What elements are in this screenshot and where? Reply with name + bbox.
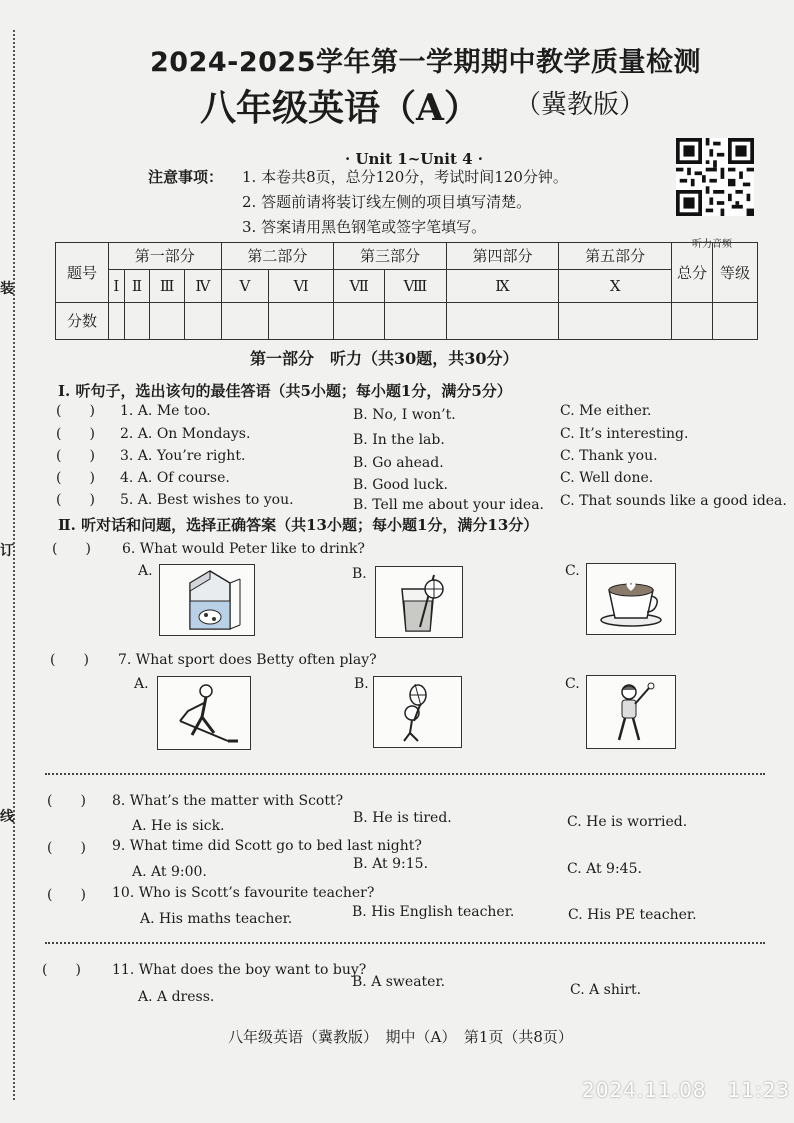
q6-question: 6. What would Peter like to drink? bbox=[122, 541, 365, 557]
q2-option-c: C. It’s interesting. bbox=[560, 426, 689, 442]
q9-question: 9. What time did Scott go to bed last night? bbox=[112, 838, 422, 854]
score-cell[interactable] bbox=[269, 302, 334, 339]
q2-option-b: B. In the lab. bbox=[353, 432, 445, 448]
score-cell[interactable] bbox=[713, 302, 758, 339]
score-cell[interactable] bbox=[150, 302, 185, 339]
numeral-cell: Ⅵ bbox=[269, 269, 334, 302]
numeral-cell: Ⅷ bbox=[385, 269, 447, 302]
q8-option-b: B. He is tired. bbox=[353, 810, 452, 826]
q9-option-b: B. At 9:15. bbox=[353, 856, 429, 872]
q4-option-b: B. Good luck. bbox=[353, 477, 448, 493]
numeral-cell: Ⅸ bbox=[446, 269, 559, 302]
part-header-2: 第二部分 bbox=[221, 243, 334, 270]
juice-glass-picture[interactable] bbox=[375, 566, 463, 638]
margin-char-xian: 线 bbox=[0, 809, 14, 825]
q1-option-c: C. Me either. bbox=[560, 403, 652, 419]
q8-option-c: C. He is worried. bbox=[567, 814, 688, 830]
q8-question: 8. What’s the matter with Scott? bbox=[112, 793, 344, 809]
q9-option-a: A. At 9:00. bbox=[132, 864, 207, 880]
q6-label-c: C. bbox=[565, 563, 580, 579]
answer-blank[interactable]: ( ) bbox=[56, 470, 95, 486]
answer-blank[interactable]: ( ) bbox=[47, 840, 86, 856]
score-cell[interactable] bbox=[185, 302, 221, 339]
part-header-3: 第三部分 bbox=[334, 243, 447, 270]
coffee-cup-picture[interactable] bbox=[586, 563, 676, 635]
score-cell[interactable] bbox=[672, 302, 713, 339]
row-label-question: 题号 bbox=[56, 243, 109, 303]
section1-title: 第一部分 听力（共30题，共30分） bbox=[250, 349, 519, 368]
numeral-cell: Ⅱ bbox=[124, 269, 149, 302]
binding-line bbox=[13, 30, 15, 1100]
dotted-divider bbox=[45, 942, 765, 944]
q5-option-b: B. Tell me about your idea. bbox=[353, 497, 544, 513]
part2-title: Ⅱ. 听对话和问题，选择正确答案（共13小题；每小题1分，满分13分） bbox=[58, 516, 539, 534]
exam-title: 2024-2025学年第一学期期中教学质量检测 bbox=[150, 47, 701, 78]
score-table bbox=[55, 242, 758, 340]
score-cell[interactable] bbox=[385, 302, 447, 339]
answer-blank[interactable]: ( ) bbox=[56, 426, 95, 442]
answer-blank[interactable]: ( ) bbox=[56, 403, 95, 419]
q4-option-a: 4. A. Of course. bbox=[120, 470, 230, 486]
score-cell[interactable] bbox=[124, 302, 149, 339]
q11-option-c: C. A shirt. bbox=[570, 982, 642, 998]
q10-option-c: C. His PE teacher. bbox=[568, 907, 697, 923]
q9-option-c: C. At 9:45. bbox=[567, 861, 642, 877]
numeral-cell: Ⅶ bbox=[334, 269, 385, 302]
q8-option-a: A. He is sick. bbox=[132, 818, 225, 834]
q11-option-b: B. A sweater. bbox=[352, 974, 446, 990]
numeral-cell: V bbox=[221, 269, 269, 302]
total-header: 总分 bbox=[672, 243, 713, 303]
q10-question: 10. Who is Scott’s favourite teacher? bbox=[112, 885, 375, 901]
part-header-1: 第一部分 bbox=[109, 243, 222, 270]
unit-range: · Unit 1~Unit 4 · bbox=[345, 150, 484, 168]
score-cell[interactable] bbox=[109, 302, 125, 339]
q10-option-b: B. His English teacher. bbox=[352, 904, 515, 920]
grade-header: 等级 bbox=[713, 243, 758, 303]
q11-option-a: A. A dress. bbox=[138, 989, 215, 1005]
part-header-5: 第五部分 bbox=[559, 243, 672, 270]
q7-label-a: A. bbox=[134, 676, 149, 692]
q1-option-b: B. No, I won’t. bbox=[353, 407, 456, 423]
qr-code-icon[interactable] bbox=[676, 138, 754, 216]
notice-label: 注意事项： bbox=[148, 168, 224, 186]
dotted-divider bbox=[45, 773, 765, 775]
answer-blank[interactable]: ( ) bbox=[47, 793, 86, 809]
part1-title: Ⅰ. 听句子，选出该句的最佳答语（共5小题；每小题1分，满分5分） bbox=[58, 382, 512, 400]
milk-carton-picture[interactable] bbox=[159, 564, 255, 636]
answer-blank[interactable]: ( ) bbox=[52, 541, 91, 557]
q10-option-a: A. His maths teacher. bbox=[140, 911, 293, 927]
photo-timestamp: 2024.11.08 11:23 bbox=[582, 1078, 791, 1102]
answer-blank[interactable]: ( ) bbox=[50, 652, 89, 668]
q7-label-b: B. bbox=[354, 676, 369, 692]
row-label-score: 分数 bbox=[56, 302, 109, 339]
page-footer: 八年级英语（冀教版） 期中（A） 第1页（共8页） bbox=[228, 1028, 573, 1046]
hockey-player-picture[interactable] bbox=[157, 676, 251, 750]
score-cell[interactable] bbox=[559, 302, 672, 339]
answer-blank[interactable]: ( ) bbox=[56, 492, 95, 508]
q3-option-b: B. Go ahead. bbox=[353, 455, 444, 471]
q7-question: 7. What sport does Betty often play? bbox=[118, 652, 377, 668]
q6-label-a: A. bbox=[138, 563, 153, 579]
answer-blank[interactable]: ( ) bbox=[42, 962, 81, 978]
numeral-cell: Ⅳ bbox=[185, 269, 221, 302]
baseball-player-picture[interactable] bbox=[586, 675, 676, 749]
subject-title: 八年级英语（A） bbox=[200, 87, 480, 129]
q3-option-a: 3. A. You’re right. bbox=[120, 448, 246, 464]
part-header-4: 第四部分 bbox=[446, 243, 559, 270]
numeral-cell: I bbox=[109, 269, 125, 302]
margin-char-zhuang: 装 bbox=[0, 281, 14, 297]
numeral-cell: Ⅲ bbox=[150, 269, 185, 302]
q1-option-a: 1. A. Me too. bbox=[120, 403, 211, 419]
q6-label-b: B. bbox=[352, 566, 367, 582]
tennis-player-picture[interactable] bbox=[373, 676, 462, 748]
qr-label: 听力音频 bbox=[692, 239, 732, 250]
q4-option-c: C. Well done. bbox=[560, 470, 654, 486]
margin-char-ding: 订 bbox=[0, 543, 14, 559]
answer-blank[interactable]: ( ) bbox=[47, 887, 86, 903]
numeral-cell: X bbox=[559, 269, 672, 302]
q3-option-c: C. Thank you. bbox=[560, 448, 658, 464]
score-cell[interactable] bbox=[334, 302, 385, 339]
notice-1: 1. 本卷共8页，总分120分，考试时间120分钟。 bbox=[242, 168, 568, 186]
q7-label-c: C. bbox=[565, 676, 580, 692]
notice-3: 3. 答案请用黑色钢笔或签字笔填写。 bbox=[242, 218, 487, 236]
q5-option-c: C. That sounds like a good idea. bbox=[560, 493, 787, 509]
q11-question: 11. What does the boy want to buy? bbox=[112, 962, 367, 978]
q5-option-a: 5. A. Best wishes to you. bbox=[120, 492, 294, 508]
score-cell[interactable] bbox=[446, 302, 559, 339]
q2-option-a: 2. A. On Mondays. bbox=[120, 426, 251, 442]
edition-label: （冀教版） bbox=[515, 90, 646, 120]
answer-blank[interactable]: ( ) bbox=[56, 448, 95, 464]
notice-2: 2. 答题前请将装订线左侧的项目填写清楚。 bbox=[242, 193, 532, 211]
score-cell[interactable] bbox=[221, 302, 269, 339]
